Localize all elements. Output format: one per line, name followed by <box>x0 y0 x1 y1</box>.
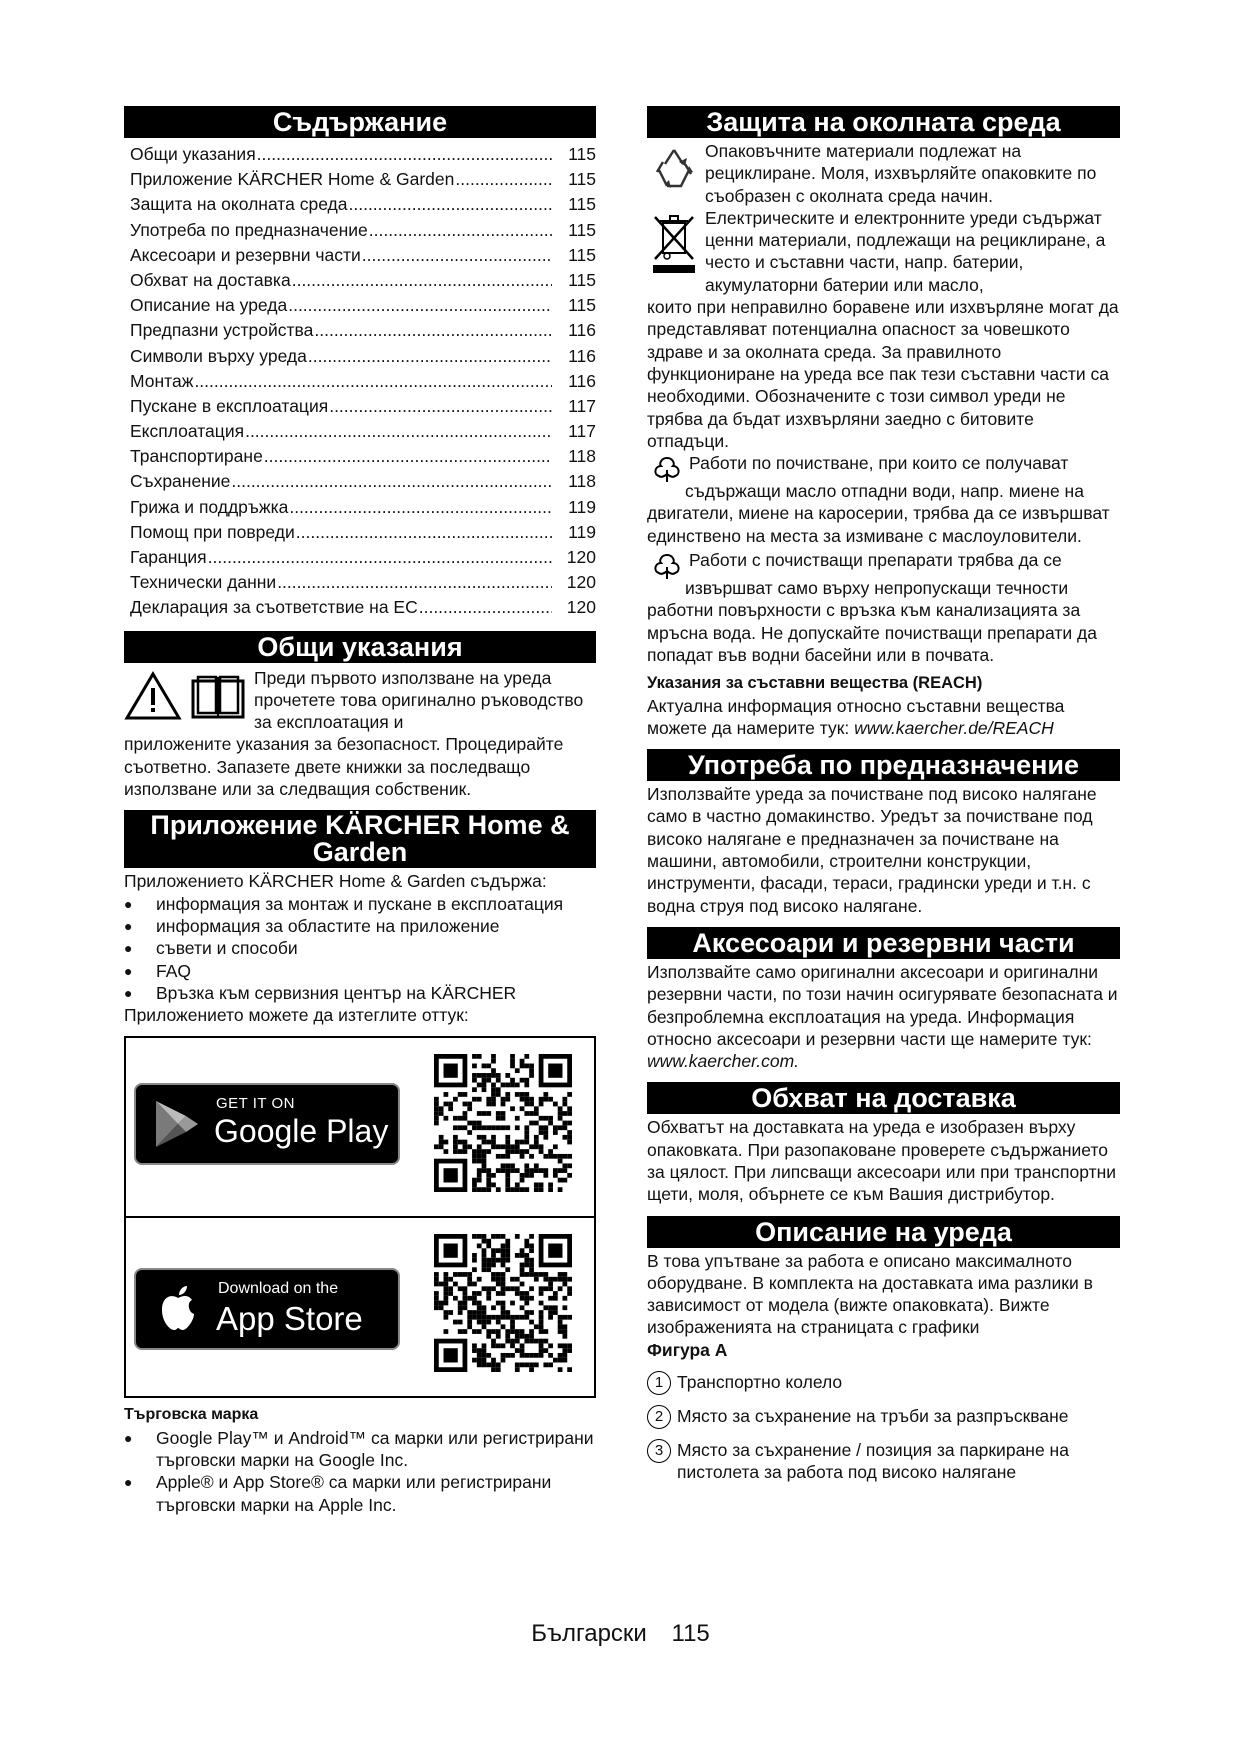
toc-entry-page: 118 <box>568 471 596 492</box>
trademark-list <box>124 1427 596 1516</box>
toc-entry-label: Технически данни <box>130 572 277 593</box>
toc-leader-dots <box>208 545 552 570</box>
component-label: Място за съхранение на тръби за разпръскване <box>677 1406 1069 1427</box>
toc-entry-page: 115 <box>568 269 596 290</box>
general-heading: Общи указания <box>124 631 596 663</box>
toc-leader-dots <box>419 595 552 620</box>
toc-entry-label: Грижа и поддръжка <box>130 496 289 517</box>
description-heading: Описание на уреда <box>647 1216 1120 1248</box>
footer-page-number: 115 <box>671 1620 710 1647</box>
toc-leader-dots <box>292 268 552 293</box>
component-number: 2 <box>647 1405 671 1429</box>
list-item: ● информация за монтаж и пускане в експлоатация <box>124 893 596 915</box>
toc-entry[interactable] <box>124 318 596 343</box>
toc-entry-label: Приложение KÄRCHER Home & Garden <box>130 169 455 190</box>
toc-entry-label: Употреба по предназначение <box>130 219 368 240</box>
apple-logo-icon <box>158 1284 198 1332</box>
toc-leader-dots <box>362 243 552 268</box>
toc-entry-page: 115 <box>568 144 596 164</box>
toc-entry-label: Транспортиране <box>130 446 263 467</box>
toc-leader-dots <box>245 419 552 444</box>
toc-heading: Съдържание <box>124 106 596 138</box>
reach-heading: Указания за съставни вещества (REACH) <box>647 674 983 693</box>
accessories-heading: Аксесоари и резервни части <box>647 927 1120 959</box>
list-item: ● Връзка към сервизния център на KÄRCHER <box>124 982 596 1004</box>
figure-label: Фигура А <box>647 1339 728 1360</box>
toc-entry[interactable] <box>124 243 596 268</box>
google-play-small-text: GET IT ON <box>216 1095 295 1113</box>
intended-use-heading: Употреба по предназначение <box>647 749 1120 781</box>
manual-book-icon <box>190 671 246 721</box>
page-footer <box>0 1620 1241 1648</box>
oil-text-first-line: Работи по почистване, при които се получават <box>689 453 1069 474</box>
reach-text: Актуална информация относно съставни вещества можете да намерите тук: <box>647 695 1065 738</box>
toc-entry[interactable] <box>124 545 596 570</box>
trademark-item: ● Apple® и App Store® са марки или регистрирани търговски марки на Apple Inc. <box>124 1471 596 1516</box>
toc-leader-dots <box>231 469 552 494</box>
toc-entry[interactable] <box>124 167 596 192</box>
toc-entry-page: 116 <box>568 370 596 391</box>
toc-entry-label: Обхват на доставка <box>130 269 291 290</box>
detergent-text-first-line: Работи с почистващи препарати трябва да се <box>689 550 1062 571</box>
toc-leader-dots <box>257 142 552 167</box>
component-label: Място за съхранение / позиция за паркиране на пистолета за работа под високо налягане <box>677 1440 1069 1483</box>
trademark-heading: Търговска марка <box>124 1406 259 1424</box>
recycle-text: Опаковъчните материали подлежат на рециклиране. Моля, изхвърляйте опаковките по съобразен с околната среда начин. <box>705 141 1097 206</box>
water-protection-icon <box>651 553 683 579</box>
toc-entry-label: Символи върху уреда <box>130 345 307 366</box>
toc-entry-label: Съхранение <box>130 471 231 492</box>
trademark-item: ● Google Play™ и Android™ са марки или регистрирани търговски марки на Google Inc. <box>124 1427 596 1472</box>
toc-entry-page: 119 <box>568 521 596 542</box>
toc-leader-dots <box>369 218 552 243</box>
toc-leader-dots <box>194 369 552 394</box>
delivery-text: Обхватът на доставката на уреда е изобразен върху опаковката. При разопаковане проверете съдържанието за цялост. При липсващи аксесоари или при транспортни щети, моля, обърнете се към Вашия дистрибутор. <box>647 1117 1117 1205</box>
general-body: приложените указания за безопасност. Процедирайте съответно. Запазете двете книжки за последващо използване или за следващия собственик. <box>124 734 564 800</box>
toc-leader-dots <box>296 520 552 545</box>
google-play-badge[interactable] <box>134 1083 400 1165</box>
toc-entry[interactable] <box>124 570 596 595</box>
accessories-text: Използвайте само оригинални аксесоари и оригинални резервни части, по този начин осигурявате безопасната и безпроблемна експлоатация на уреда. Информация относно аксесоари и резервни части ще намерите тук: <box>647 961 1118 1049</box>
toc-entry[interactable] <box>124 293 596 318</box>
toc-entry[interactable] <box>124 595 596 620</box>
recycle-icon <box>649 144 699 194</box>
accessories-link[interactable]: www.kaercher.com. <box>647 1051 800 1072</box>
list-item: ● FAQ <box>124 960 596 982</box>
toc-leader-dots <box>277 570 552 595</box>
toc-entry-page: 118 <box>568 446 596 467</box>
list-item: ● информация за областите на приложение <box>124 915 596 937</box>
toc-entry-label: Защита на околната среда <box>130 194 348 215</box>
component-number: 3 <box>647 1439 671 1463</box>
weee-row <box>647 207 1120 296</box>
component-item <box>647 1405 1120 1429</box>
oil-row <box>647 452 1120 482</box>
app-store-badge[interactable] <box>134 1268 400 1350</box>
app-download-box <box>124 1036 596 1398</box>
description-text: В това упътване за работа е описано максималното оборудване. В комплекта на доставката има разлики в зависимост от модела (вижте опаковката). Вижте изображенията на страницата с графики <box>647 1250 1093 1338</box>
left-column <box>124 106 596 1516</box>
toc-entry-page: 120 <box>566 547 596 567</box>
warning-icon <box>124 671 182 721</box>
toc-leader-dots <box>264 444 552 469</box>
toc-entry-page: 119 <box>568 496 596 517</box>
toc-entry-page: 116 <box>568 320 596 341</box>
component-list <box>647 1371 1120 1484</box>
toc-entry-label: Аксесоари и резервни части <box>130 244 361 265</box>
app-store-big-text: App Store <box>216 1300 363 1338</box>
app-heading: Приложение KÄRCHER Home & Garden <box>124 810 596 868</box>
toc-entry[interactable] <box>124 268 596 293</box>
oil-separator-icon <box>651 456 683 482</box>
app-store-small-text: Download on the <box>218 1280 339 1298</box>
intended-use-text: Използвайте уреда за почистване под високо налягане само в частно домакинство. Уредът за почистване под високо налягане е предназначен за почистване на машини, автомобили, строителни конструкции, инструменти, фасади, тераси, градински уреди и т.н. с водна струя под високо налягане. <box>647 784 1097 916</box>
toc-entry-label: Гаранция <box>130 547 207 567</box>
toc-leader-dots <box>349 192 553 217</box>
toc-entry-label: Помощ при повреди <box>130 521 295 542</box>
toc-entry-page: 117 <box>568 421 596 442</box>
toc-entry-page: 115 <box>568 194 596 215</box>
toc-leader-dots <box>329 394 552 419</box>
toc-entry-label: Описание на уреда <box>130 295 288 316</box>
toc-entry-label: Експлоатация <box>130 421 245 442</box>
google-play-big-text: Google Play <box>214 1113 389 1150</box>
component-item <box>647 1371 1120 1395</box>
delivery-heading: Обхват на доставка <box>647 1082 1120 1114</box>
toc-entry-page: 115 <box>568 169 596 190</box>
crossed-out-bin-icon <box>649 209 699 275</box>
toc-entry-label: Общи указания <box>130 144 256 164</box>
toc-entry-page: 120 <box>566 597 596 618</box>
toc-entry-label: Пускане в експлоатация <box>130 395 329 416</box>
general-icon-row <box>124 667 596 734</box>
right-column <box>647 106 1120 1484</box>
toc-leader-dots <box>455 167 552 192</box>
toc-entry[interactable] <box>124 495 596 520</box>
component-label: Транспортно колело <box>677 1372 843 1393</box>
toc-entry-page: 115 <box>568 219 596 240</box>
app-store-cell <box>126 1216 594 1396</box>
google-play-cell <box>126 1038 594 1216</box>
reach-link[interactable]: www.kaercher.de/REACH <box>854 717 1054 738</box>
google-play-qr-code[interactable] <box>434 1054 572 1192</box>
toc-entry[interactable] <box>124 520 596 545</box>
toc-entry-label: Монтаж <box>130 370 194 391</box>
table-of-contents <box>124 142 596 621</box>
toc-entry[interactable] <box>124 444 596 469</box>
toc-entry-label: Декларация за съответствие на ЕС <box>130 597 418 618</box>
weee-continued-text: които при неправилно боравене или изхвърляне могат да представляват потенциална опасност за човешкото здраве и за околната среда. За правилното функциониране на уреда все пак тези съставни части са необходими. Обозначените с този символ уреди не трябва да бъдат изхвърляни заедно с битовите отпадъци. <box>647 297 1119 451</box>
detergent-row <box>647 549 1120 579</box>
toc-entry[interactable] <box>124 419 596 444</box>
list-item: ● съвети и способи <box>124 937 596 959</box>
toc-entry-page: 120 <box>566 572 596 593</box>
toc-entry[interactable] <box>124 369 596 394</box>
google-play-logo-icon <box>154 1099 200 1149</box>
toc-leader-dots <box>308 344 552 369</box>
recycle-row <box>647 140 1120 207</box>
component-item <box>647 1439 1120 1484</box>
toc-leader-dots <box>288 293 552 318</box>
toc-entry[interactable] <box>124 142 596 167</box>
toc-entry[interactable] <box>124 394 596 419</box>
component-number: 1 <box>647 1371 671 1395</box>
toc-entry-page: 115 <box>568 295 596 316</box>
reach-paragraph <box>647 695 1120 740</box>
app-intro: Приложението KÄRCHER Home & Garden съдържа: <box>124 871 547 892</box>
toc-entry-page: 117 <box>568 395 596 416</box>
toc-entry[interactable] <box>124 192 596 217</box>
toc-entry[interactable] <box>124 218 596 243</box>
toc-leader-dots <box>289 495 552 520</box>
oil-text: съдържащи масло отпадни води, напр. миене на двигатели, миене на каросерии, трябва да се извършват единствено на места за измиване с маслоуловители. <box>647 481 1110 546</box>
toc-entry[interactable] <box>124 344 596 369</box>
accessories-paragraph <box>647 961 1120 1072</box>
general-icon-text: Преди първото използване на уреда прочетете това оригинално ръководство за експлоатация и <box>254 667 584 733</box>
app-feature-list <box>124 893 596 1004</box>
weee-text: Електрическите и електронните уреди съдържат ценни материали, подлежащи на рециклиране, а често и съставни части, напр. батерии, акумулаторни батерии или масло, <box>705 207 1106 295</box>
toc-leader-dots <box>314 318 552 343</box>
app-download-text: Приложението можете да изтеглите оттук: <box>124 1005 469 1026</box>
toc-entry[interactable] <box>124 469 596 494</box>
app-store-qr-code[interactable] <box>434 1234 572 1372</box>
toc-entry-page: 116 <box>568 345 596 366</box>
environment-heading: Защита на околната среда <box>647 106 1120 138</box>
toc-entry-label: Предпазни устройства <box>130 320 314 341</box>
detergent-text: извършват само върху непропускащи течности работни повърхности с връзка към канализацията за мръсна вода. Не допускайте почистващи препарати да попадат във водни басейни или в почвата. <box>647 578 1097 665</box>
footer-language: Български <box>531 1620 647 1647</box>
toc-entry-page: 115 <box>568 244 596 265</box>
